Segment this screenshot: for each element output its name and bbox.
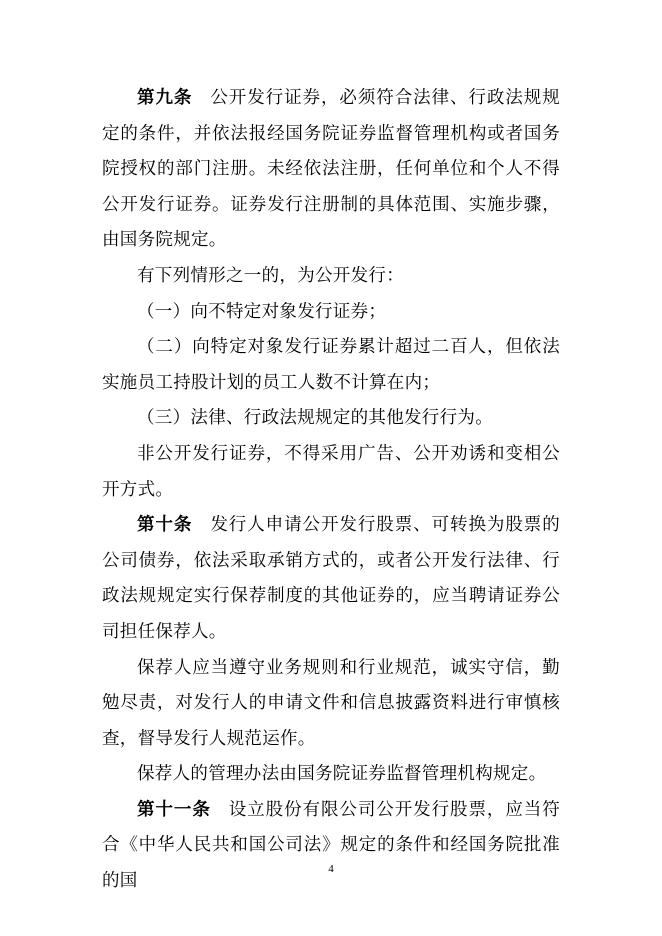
article-heading: 第十一条: [137, 799, 211, 820]
paragraph-text: 公开发行证券，必须符合法律、行政法规规定的条件，并依法报经国务院证券监督管理机构或者国务院授权的部门注册。未经依法注册，任何单位和个人不得公开发行证券。证券发行注册制的具体范围、实施步骤，由国务院规定。: [102, 88, 561, 251]
paragraph-list-item-1: [102, 295, 560, 331]
paragraph-article-9: [102, 81, 560, 259]
document-body: [102, 81, 560, 900]
paragraph-list-item-2: [102, 330, 560, 401]
paragraph-text: （一）向不特定对象发行证券；: [137, 301, 387, 322]
paragraph-article-10: [102, 508, 560, 650]
article-heading: 第十条: [137, 515, 193, 536]
page-number: 4: [328, 863, 334, 875]
paragraph-list-item-3: [102, 401, 560, 437]
paragraph-list-intro: [102, 259, 560, 295]
paragraph-non-public-offering: [102, 437, 560, 508]
paragraph-text: 设立股份有限公司公开发行股票，应当符合《中华人民共和国公司法》规定的条件和经国务院批准的国: [102, 799, 561, 892]
paragraph-text: 保荐人应当遵守业务规则和行业规范，诚实守信，勤勉尽责，对发行人的申请文件和信息披露资料进行审慎核查，督导发行人规范运作。: [102, 657, 560, 749]
paragraph-sponsor-duties: [102, 651, 560, 758]
paragraph-text: 非公开发行证券，不得采用广告、公开劝诱和变相公开方式。: [102, 443, 560, 500]
paragraph-sponsor-rules: [102, 757, 560, 793]
paragraph-text: 保荐人的管理办法由国务院证券监督管理机构规定。: [137, 764, 547, 785]
paragraph-text: （二）向特定对象发行证券累计超过二百人，但依法实施员工持股计划的员工人数不计算在内；: [102, 337, 560, 393]
paragraph-text: 有下列情形之一的，为公开发行：: [137, 265, 404, 286]
article-heading: 第九条: [137, 88, 193, 108]
paragraph-text: （三）法律、行政法规规定的其他发行行为。: [137, 408, 493, 429]
paragraph-article-11: [102, 793, 560, 900]
paragraph-text: 发行人申请公开发行股票、可转换为股票的公司债券，依法采取承销方式的，或者公开发行法律、行政法规规定实行保荐制度的其他证券的，应当聘请证券公司担任保荐人。: [102, 515, 561, 642]
